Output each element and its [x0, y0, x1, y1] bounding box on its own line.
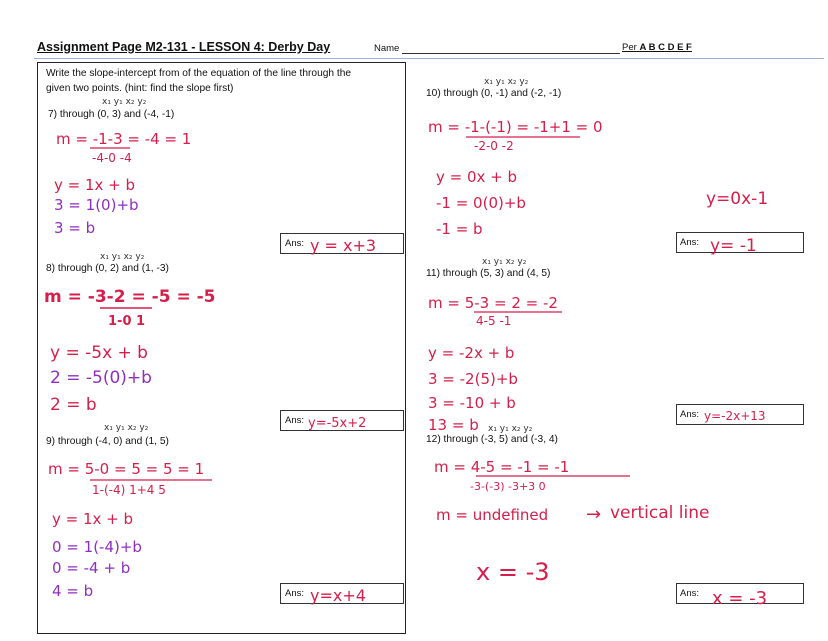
p12-result: x = -3 [476, 558, 550, 586]
answer-label-12: Ans: [680, 588, 700, 599]
p8-slope-numerator: m = -3-2 = -5 = -5 [44, 287, 216, 307]
instructions-line-2: given two points. (hint: find the slope first) [46, 83, 234, 94]
p7-coordinate-labels: x₁ y₁ x₂ y₂ [102, 97, 147, 107]
p12-slope-numerator: m = 4-5 = -1 = -1 [434, 458, 570, 476]
answer-label-8: Ans: [285, 415, 305, 426]
p11-coordinate-labels: x₁ y₁ x₂ y₂ [482, 257, 527, 267]
answer-label-7: Ans: [285, 238, 305, 249]
p11-equation-3: 3 = -10 + b [428, 394, 516, 412]
problem-8-text: 8) through (0, 2) and (1, -3) [46, 263, 169, 274]
problem-10-text: 10) through (0, -1) and (-2, -1) [426, 88, 562, 99]
p7-equation-3: 3 = b [54, 219, 96, 237]
per-options: A B C D E F [639, 42, 692, 53]
answer-label-10: Ans: [680, 237, 700, 248]
p11-equation-1: y = -2x + b [428, 344, 515, 362]
p12-undefined: m = undefined [436, 506, 549, 524]
p11-equation-2: 3 = -2(5)+b [428, 370, 518, 388]
p7-slope-numerator: m = -1-3 = -4 = 1 [56, 130, 192, 148]
p12-slope-denominator: -3-(-3) -3+3 0 [470, 480, 546, 493]
p8-equation-1: y = -5x + b [50, 343, 148, 363]
p10-equation-2: -1 = 0(0)+b [436, 194, 526, 212]
p10-equation-1: y = 0x + b [436, 168, 518, 186]
per-label: Per [622, 42, 637, 53]
p8-equation-3: 2 = b [50, 395, 97, 415]
p7-equation-1: y = 1x + b [54, 176, 136, 194]
p10-slope-denominator: -2-0 -2 [474, 139, 514, 153]
p7-equation-2: 3 = 1(0)+b [54, 196, 139, 214]
answer-label-9: Ans: [285, 588, 305, 599]
p8-slope-denominator: 1-0 1 [108, 314, 146, 329]
p10-equation-3: -1 = b [436, 220, 483, 238]
p9-equation-3: 0 = -4 + b [52, 559, 131, 577]
p10-coordinate-labels: x₁ y₁ x₂ y₂ [484, 77, 529, 87]
instructions-line-1: Write the slope-intercept from of the equation of the line through the [46, 68, 352, 79]
p9-equation-1: y = 1x + b [52, 510, 134, 528]
name-label: Name [374, 43, 400, 54]
p11-answer: y=-2x+13 [704, 409, 766, 423]
p10-result: y=0x-1 [706, 189, 769, 209]
p10-answer: y= -1 [710, 236, 757, 256]
p12-coordinate-labels: x₁ y₁ x₂ y₂ [488, 424, 533, 434]
p11-equation-4: 13 = b [428, 416, 479, 434]
p9-coordinate-labels: x₁ y₁ x₂ y₂ [104, 423, 149, 433]
p9-slope-denominator: 1-(-4) 1+4 5 [92, 483, 166, 497]
p10-slope-numerator: m = -1-(-1) = -1+1 = 0 [428, 118, 603, 136]
problem-12-text: 12) through (-3, 5) and (-3, 4) [426, 434, 558, 445]
problem-11-text: 11) through (5, 3) and (4, 5) [426, 268, 551, 279]
p12-arrow: → [586, 504, 602, 525]
p12-vertical-line: vertical line [610, 503, 710, 523]
p12-answer: x = -3 [712, 588, 768, 609]
problem-7-text: 7) through (0, 3) and (-4, -1) [48, 109, 175, 120]
p7-answer: y = x+3 [310, 236, 377, 255]
p11-slope-denominator: 4-5 -1 [476, 314, 512, 328]
p9-slope-numerator: m = 5-0 = 5 = 5 = 1 [48, 460, 205, 478]
p9-answer: y=x+4 [310, 586, 366, 605]
assignment-title: Assignment Page M2-131 - LESSON 4: Derby Day [37, 40, 331, 54]
p9-equation-4: 4 = b [52, 582, 94, 600]
p8-answer: y=-5x+2 [308, 416, 367, 431]
p9-equation-2: 0 = 1(-4)+b [52, 538, 142, 556]
answer-label-11: Ans: [680, 409, 700, 420]
p8-equation-2: 2 = -5(0)+b [50, 368, 152, 388]
p8-coordinate-labels: x₁ y₁ x₂ y₂ [100, 252, 145, 262]
p11-slope-numerator: m = 5-3 = 2 = -2 [428, 294, 558, 312]
p7-slope-denominator: -4-0 -4 [92, 151, 132, 165]
problem-9-text: 9) through (-4, 0) and (1, 5) [46, 436, 169, 447]
